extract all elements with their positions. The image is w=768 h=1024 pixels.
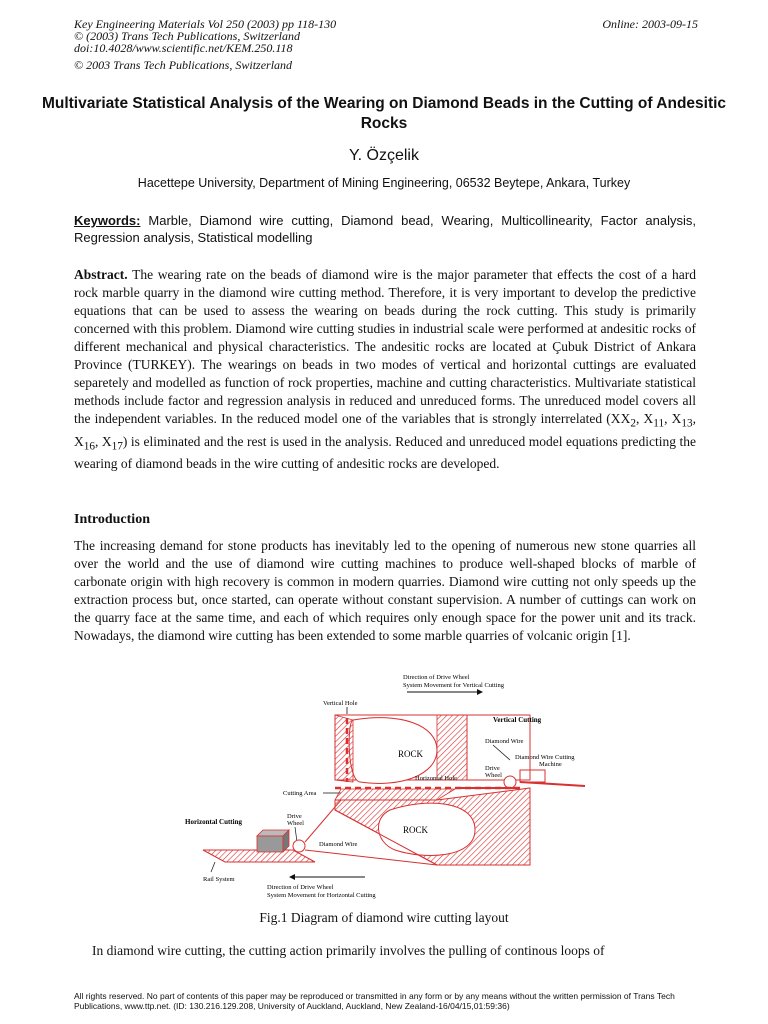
author-name: Y. Özçelik [349,147,419,164]
bottom-rock-block [335,788,530,865]
journal-reference: Key Engineering Materials Vol 250 (2003) pp 118-130 [74,17,337,31]
machine-label-1: Diamond Wire Cutting [515,754,575,761]
drive-wheel-left-label-1: Drive [287,813,302,820]
cutting-area [335,789,455,800]
figure-diagram [175,670,595,905]
introduction-text: The increasing demand for stone products has inevitably led to the opening of numerous new stone quarries all over the world and the use of diamond wire cutting machines to produce well-shaped blocks of marble of carbonate origin with high recovery is common in modern quarries. Diamond wire cutting not only speeds up the extraction process but, once started, can operate without constant supervision. A number of cuttings can work on the quarry face at the same time, and each of which requires only enough space for the power unit and its track. Nowadays, the diamond wire cutting has been extended to some marble quarries of volcanic origin [1]. [74,538,696,643]
copyright-line: © (2003) Trans Tech Publications, Switzerland [74,29,301,43]
abstract-text-end: ) is eliminated and the rest is used in the analysis. Reduced and unreduced model equations predicting the wearing of diamond beads in the wire cutting of andesitic rocks are developed. [74,433,697,472]
variable-x11: $X_{11}$ [643,411,665,430]
diamond-wire-top-label: Diamond Wire [485,738,524,745]
rock-label-top: ROCK [398,749,424,759]
dir-vertical-label-1: Direction of Drive Wheel [403,674,470,681]
figure-caption: Fig.1 Diagram of diamond wire cutting layout [259,910,509,925]
doi-link[interactable]: doi:10.4028/www.scientific.net/KEM.250.118 [74,41,293,55]
drive-wheel-left-icon [293,840,305,852]
drive-wheel-right-label-1: Drive [485,765,500,772]
variable-x13: $X_{13}$ [671,411,693,430]
abstract: Abstract. The wearing rate on the beads of diamond wire is the major parameter that effects the cost of a hard rock marble quarry in the diamond wire cutting method. Therefore, it is very important to develop the predictive equations that can be used to assess the wearing on beads during the rock cutting. This study is primarily concerned with this problem. Diamond wire cutting studies in industrial scale were performed at andesitic rocks of different mechanical and physical characteristics. The andesitic rocks are located at Çubuk District of Ankara Province (TURKEY). The wearings on beads in two modes of vertical and horizontal cuttings are evaluated separetely and modelled as function of rock properties, machine and cutting characteristics. Multivariate statistical methods include factor and regression analysis in reduced and unreduced forms. The unreduced model covers all the independent variables. In the reduced model one of the variables that is strongly interrelated ($XX_2$, $X_{11}$, $X_{13}$, $X_{16}$, $X_{17}$) is eliminated and the rest is used in the analysis. Reduced and unreduced model equations predicting the wearing of diamond beads in the wire cutting of andesitic rocks are developed. [74,267,697,472]
drive-wheel-left-label-2: Wheel [287,820,304,827]
horizontal-hole-label: Horizontal Hole [415,775,458,782]
variable-x2: $X_2$ [620,411,636,430]
cutting-area-label: Cutting Area [283,790,317,797]
dir-vertical-label-2: System Movement for Vertical Cutting [403,682,504,689]
keywords [74,212,696,246]
vertical-cutting-label: Vertical Cutting [493,716,542,724]
rock-label-bottom: ROCK [403,825,429,835]
variable-x17: $X_{17}$ [101,433,123,453]
body-text: In diamond wire cutting, the cutting action primarily involves the pulling of continous loops of [92,943,605,958]
introduction-heading: Introduction [74,512,150,527]
affiliation: Hacettepe University, Department of Mining Engineering, 06532 Beytepe, Ankara, Turkey [137,176,631,190]
horizontal-cutting-label: Horizontal Cutting [185,818,242,826]
drive-wheel-right-label-2: Wheel [485,772,502,779]
abstract-label: Abstract. [74,267,128,282]
rail-system-label: Rail System [203,876,235,883]
abstract-text: The wearing rate on the beads of diamond wire is the major parameter that effects the cost of a hard rock marble quarry in the diamond wire cutting method. Therefore, it is very important to develop the predictive equations that can be used to assess the wearing on beads during the rock cutting. This study is primarily concerned with this problem. Diamond wire cutting studies in industrial scale were performed at andesitic rocks of different mechanical and physical characteristics. The andesitic rocks are located at Çubuk District of Ankara Province (TURKEY). The wearings on beads in two modes of vertical and horizontal cuttings are evaluated separetely and modelled as function of rock properties, machine and cutting characteristics. Multivariate statistical methods include factor and regression analysis in reduced and unreduced forms. The unreduced model covers all the independent variables. In the reduced model one of the variables that is strongly interrelated (X [74,267,696,426]
dir-horizontal-label-2: System Movement for Horizontal Cutting [267,892,376,899]
machine-label-2: Machine [539,761,562,768]
publisher-copyright: © 2003 Trans Tech Publications, Switzerland [74,58,293,72]
vertical-hole-label: Vertical Hole [323,700,358,707]
paper-title: Multivariate Statistical Analysis of the Wearing on Diamond Beads in the Cutting of Andesitic Rocks [41,95,727,132]
online-date: Online: 2003-09-15 [602,17,698,31]
horizontal-machine-icon [257,830,289,852]
drive-wheel-right-icon [504,776,516,788]
diamond-wire-bottom-label: Diamond Wire [319,841,358,848]
keywords-label: Keywords: [74,213,141,228]
dir-horizontal-label-1: Direction of Drive Wheel [267,884,334,891]
footer-rights: All rights reserved. No part of contents of this paper may be reproduced or transmitted in any form or by any means without the written permission of Trans Tech Publications, www.ttp.net. (ID: 130.216.129.208, University of Auckland, Auckland, New Zealand-16/04/15,01:59:36) [74,991,675,1011]
keywords-text: Marble, Diamond wire cutting, Diamond bead, Wearing, Multicollinearity, Factor analysis, Regression analysis, Statistical modelling [74,213,696,245]
variable-x16: $X_{16}$ [74,433,95,453]
